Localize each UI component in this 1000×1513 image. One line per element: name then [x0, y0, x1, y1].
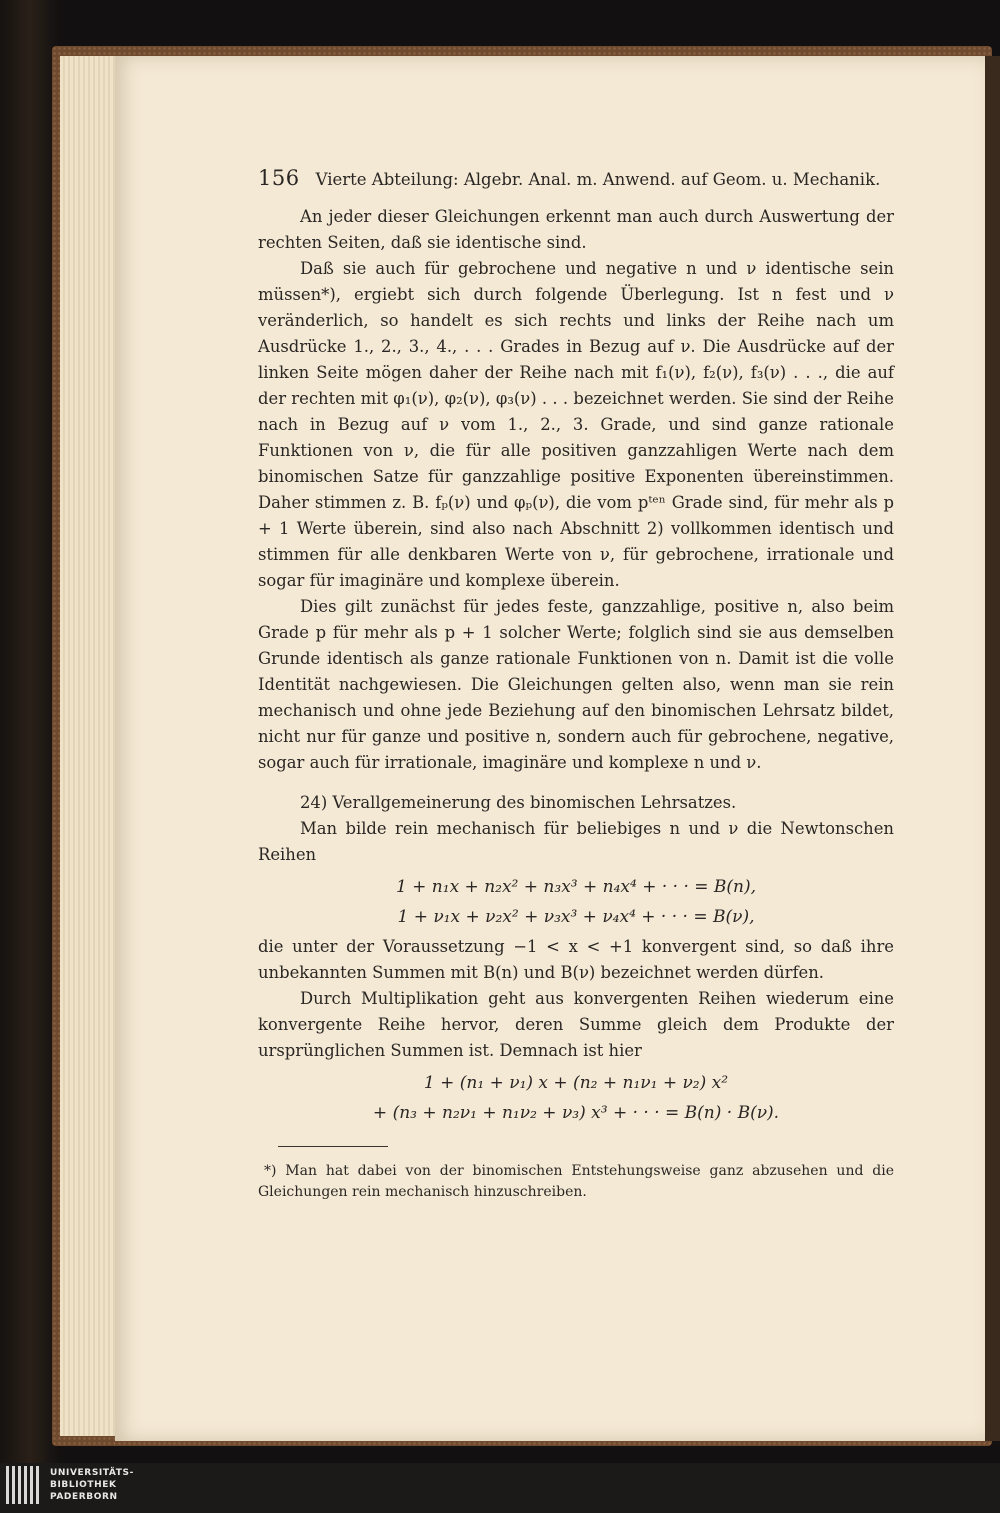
equation-series-n: 1 + n₁x + n₂x² + n₃x³ + n₄x⁴ + · · · = B(n),	[395, 877, 757, 897]
paragraph-3: Dies gilt zunächst für jedes feste, ganzzahlige, positive n, also beim Grade p für mehr als p + 1 solcher Werte; folglich sind sie aus demselben Grunde identisch als ganze rationale Funktionen von n. Damit ist die volle Identität nachgewiesen. Die Gleichungen gelten also, wenn man sie rein mechanisch und ohne jede Beziehung auf den binomischen Lehrsatz bildet, nicht nur für ganze und positive n, sondern auch für gebrochene, negative, sogar auch für irrationale, imaginäre und komplexe n und ν.	[258, 597, 894, 772]
footnote: *) Man hat dabei von der binomischen Entstehungsweise ganz abzusehen und die Gleichungen rein mechanisch hinzuschreiben.	[258, 1163, 894, 1200]
newton-series-equations	[258, 872, 894, 932]
paragraph-1: An jeder dieser Gleichungen erkennt man auch durch Auswertung der rechten Seiten, daß sie identische sind.	[258, 207, 894, 252]
library-line-2: BIBLIOTHEK	[50, 1480, 117, 1490]
library-logo-bars-icon	[6, 1466, 42, 1504]
footnote-rule	[278, 1146, 388, 1147]
library-logo	[6, 1466, 134, 1504]
library-line-3: PADERBORN	[50, 1492, 118, 1502]
page-text	[258, 160, 894, 1217]
page-edges	[60, 56, 120, 1436]
equation-product-line-1: 1 + (n₁ + ν₁) x + (n₂ + n₁ν₁ + ν₂) x²	[423, 1073, 729, 1093]
convergence-paragraph: die unter der Voraussetzung −1 < x < +1 konvergent sind, so daß ihre unbekannten Summen mit B(n) und B(ν) bezeichnet werden dürfen.	[258, 937, 894, 982]
equation-product-line-2: + (n₃ + n₂ν₁ + n₁ν₂ + ν₃) x³ + · · · = B(n) · B(ν).	[372, 1103, 780, 1123]
book-binding-edge	[985, 56, 1000, 1441]
equation-series-nu: 1 + ν₁x + ν₂x² + ν₃x³ + ν₄x⁴ + · · · = B(ν),	[397, 907, 755, 927]
library-line-1: UNIVERSITÄTS-	[50, 1468, 134, 1478]
running-title: Vierte Abteilung: Algebr. Anal. m. Anwend. auf Geom. u. Mechanik.	[315, 170, 881, 189]
page-number: 156	[258, 166, 300, 190]
section-intro: Man bilde rein mechanisch für beliebiges n und ν die Newtonschen Reihen	[258, 819, 894, 864]
running-header	[258, 166, 894, 190]
paragraph-2: Daß sie auch für gebrochene und negative n und ν identische sein müssen*), ergiebt sich durch folgende Überlegung. Ist n fest und ν veränderlich, so handelt es sich rechts und links der Reihe nach um Ausdrücke 1., 2., 3., 4., . . . Grades in Bezug auf ν. Die Ausdrücke auf der linken Seite mögen daher der Reihe nach mit f₁(ν), f₂(ν), f₃(ν) . . ., die auf der rechten mit φ₁(ν), φ₂(ν), φ₃(ν) . . . bezeichnet werden. Sie sind der Reihe nach in Bezug auf ν vom 1., 2., 3. Grade, und sind ganze rationale Funktionen von ν, die für alle positiven ganzzahligen Werte nach dem binomischen Satze für ganzzahlige positive Exponenten übereinstimmen. Daher stimmen z. B. fₚ(ν) und φₚ(ν), die vom pᵗᵉⁿ Grade sind, für mehr als p + 1 Werte überein, sind also nach Abschnitt 2) vollkommen identisch und stimmen für alle denkbaren Werte von ν, für gebrochene, irrationale und sogar für imaginäre und komplexe überein.	[258, 259, 894, 590]
section-heading: 24) Verallgemeinerung des binomischen Lehrsatzes.	[300, 793, 737, 812]
library-footer-bar	[0, 1463, 1000, 1513]
multiplication-paragraph: Durch Multiplikation geht aus konvergenten Reihen wiederum eine konvergente Reihe hervor, deren Summe gleich dem Produkte der ursprünglichen Summen ist. Demnach ist hier	[258, 989, 894, 1060]
product-equations	[258, 1068, 894, 1128]
library-logo-text	[50, 1467, 134, 1503]
